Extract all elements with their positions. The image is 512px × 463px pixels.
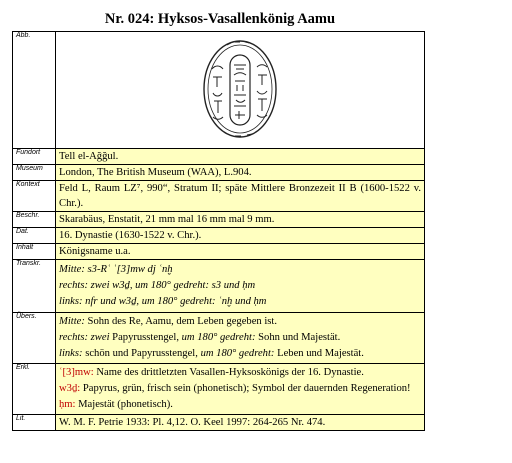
row-uebersetzung	[13, 313, 425, 364]
value-transkr	[56, 260, 425, 313]
value-lit: W. M. F. Petrie 1933: Pl. 4,12. O. Keel 1997: 264-265 Nr. 474.	[56, 415, 425, 431]
uebers-right-end: Sohn und Majestät.	[258, 332, 341, 343]
uebers-left-mid: schön und Papyrusstengel,	[85, 348, 198, 359]
row-beschreibung	[13, 212, 425, 228]
transkr-line-left: links: nfr und w3ḏ, um 180° gedreht: ʿnḫ und ḥm	[59, 296, 267, 307]
uebers-right-turn: um 180° gedreht:	[181, 332, 256, 343]
row-fundort	[13, 149, 425, 165]
erkl-text-1: Name des drittletzten Vasallen-Hyksoskönigs der 16. Dynastie.	[96, 367, 364, 378]
uebers-left-end: Leben und Majestät.	[277, 348, 364, 359]
scarab-seal-drawing	[195, 33, 285, 143]
erkl-term-1: ʿ[3]mw:	[59, 367, 94, 378]
uebers-left-turn: um 180° gedreht:	[200, 348, 275, 359]
label-lit: Lit.	[13, 415, 56, 431]
erkl-text-2: Papyrus, grün, frisch sein (phonetisch); Symbol der dauernden Regeneration!	[82, 383, 411, 394]
label-uebers: Übers.	[13, 313, 56, 364]
page-title: Nr. 024: Hyksos-Vasallenkönig Aamu	[104, 11, 336, 27]
value-kontext: Feld L, Raum LZ⁷, 990“, Stratum II; späte Mittlere Bronzezeit II B (1600-1522 v. Chr.).	[56, 181, 425, 212]
catalog-table	[12, 31, 425, 431]
label-beschr: Beschr.	[13, 212, 56, 228]
value-dat: 16. Dynastie (1630-1522 v. Chr.).	[56, 228, 425, 244]
label-museum: Museum	[13, 165, 56, 181]
transkr-line-center: Mitte: s3-Rʿ ʿ[3]mw dj ʿnḫ	[59, 264, 173, 275]
label-fundort: Fundort	[13, 149, 56, 165]
label-inhalt: Inhalt	[13, 244, 56, 260]
uebers-line-right	[59, 330, 421, 346]
label-kontext: Kontext	[13, 181, 56, 212]
erkl-term-majestaet	[59, 397, 421, 413]
row-inhalt	[13, 244, 425, 260]
row-kontext	[13, 181, 425, 212]
uebers-right-mid: Papyrusstengel,	[112, 332, 179, 343]
value-erkl	[56, 364, 425, 415]
row-erklaerung	[13, 364, 425, 415]
erkl-text-3: Majestät (phonetisch).	[78, 399, 173, 410]
transkr-line-right: rechts: zwei w3ḏ, um 180° gedreht: s3 und ḥm	[59, 280, 256, 291]
uebers-center-text: Sohn des Re, Aamu, dem Leben gegeben ist.	[87, 316, 278, 327]
label-erkl: Erkl.	[13, 364, 56, 415]
erkl-term-name	[59, 365, 421, 381]
erkl-term-3: ḥm:	[59, 399, 76, 410]
uebers-right-prefix: rechts: zwei	[59, 332, 110, 343]
value-beschr: Skarabäus, Enstatit, 21 mm mal 16 mm mal 9 mm.	[56, 212, 425, 228]
uebers-center-prefix: Mitte:	[59, 316, 85, 327]
erkl-term-2: w3ḏ:	[59, 383, 81, 394]
row-abbildung	[13, 32, 425, 149]
value-museum: London, The British Museum (WAA), L.904.	[56, 165, 425, 181]
row-datierung	[13, 228, 425, 244]
label-transkr: Transkr.	[13, 260, 56, 313]
label-abb: Abb.	[13, 32, 56, 149]
uebers-line-left	[59, 346, 421, 362]
label-dat: Dat.	[13, 228, 56, 244]
erkl-term-papyrus	[59, 381, 421, 397]
value-fundort: Tell el-Ağğul.	[56, 149, 425, 165]
value-inhalt: Königsname u.a.	[56, 244, 425, 260]
row-museum	[13, 165, 425, 181]
uebers-line-center	[59, 314, 421, 330]
scarab-drawing-cell	[56, 32, 425, 149]
uebers-left-prefix: links:	[59, 348, 83, 359]
row-transkription	[13, 260, 425, 313]
value-uebers	[56, 313, 425, 364]
row-literatur	[13, 415, 425, 431]
